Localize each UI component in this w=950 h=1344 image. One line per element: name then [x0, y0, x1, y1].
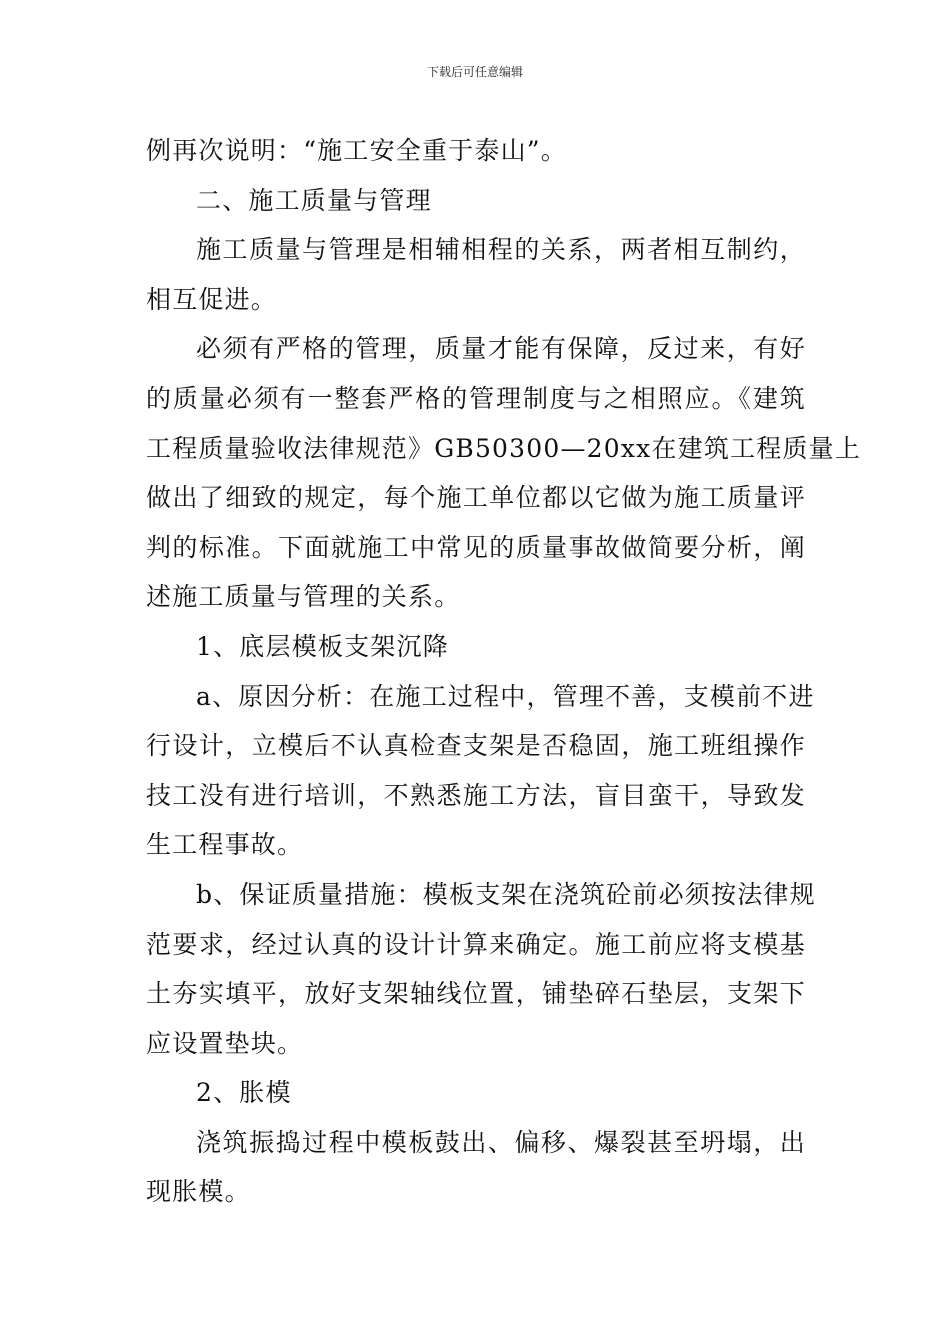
text-line: 技工没有进行培训，不熟悉施工方法，盲目蛮干，导致发 — [146, 780, 806, 810]
subsection-heading: 2、胀模 — [196, 1078, 292, 1108]
text-line: 应设置垫块。 — [146, 1028, 304, 1058]
text-line: b、保证质量措施：模板支架在浇筑砼前必须按法律规 — [196, 879, 816, 909]
text-line: 行设计，立模后不认真检查支架是否稳固，施工班组操作 — [146, 731, 806, 761]
text-line: 例再次说明：“施工安全重于泰山”。 — [146, 136, 567, 165]
text-line: a、原因分析：在施工过程中，管理不善，支模前不进 — [196, 681, 815, 711]
subsection-heading: 1、底层模板支架沉降 — [196, 631, 449, 661]
text-line: 施工质量与管理是相辅相程的关系，两者相互制约， — [196, 235, 806, 265]
text-line: 工程质量验收法律规范》GB50300—20xx在建筑工程质量上 — [146, 433, 862, 463]
text-line: 做出了细致的规定，每个施工单位都以它做为施工质量评 — [146, 483, 806, 513]
text-line: 现胀模。 — [146, 1177, 251, 1207]
text-line: 必须有严格的管理，质量才能有保障，反过来，有好 — [196, 334, 806, 364]
text-line: 范要求，经过认真的设计计算来确定。施工前应将支模基 — [146, 929, 806, 959]
text-line: 的质量必须有一整套严格的管理制度与之相照应。《建筑 — [146, 383, 806, 413]
text-line: 生工程事故。 — [146, 830, 304, 860]
section-heading: 二、施工质量与管理 — [196, 185, 432, 215]
document-body — [146, 126, 862, 1217]
page-header: 下载后可任意编辑 — [426, 65, 523, 79]
text-line: 浇筑振捣过程中模板鼓出、偏移、爆裂甚至坍塌，出 — [196, 1127, 806, 1157]
text-line: 述施工质量与管理的关系。 — [146, 582, 461, 612]
text-line: 相互促进。 — [146, 284, 278, 314]
text-line: 土夯实填平，放好支架轴线位置，铺垫碎石垫层，支架下 — [146, 979, 806, 1009]
text-line: 判的标准。下面就施工中常见的质量事故做简要分析，阐 — [146, 532, 806, 562]
